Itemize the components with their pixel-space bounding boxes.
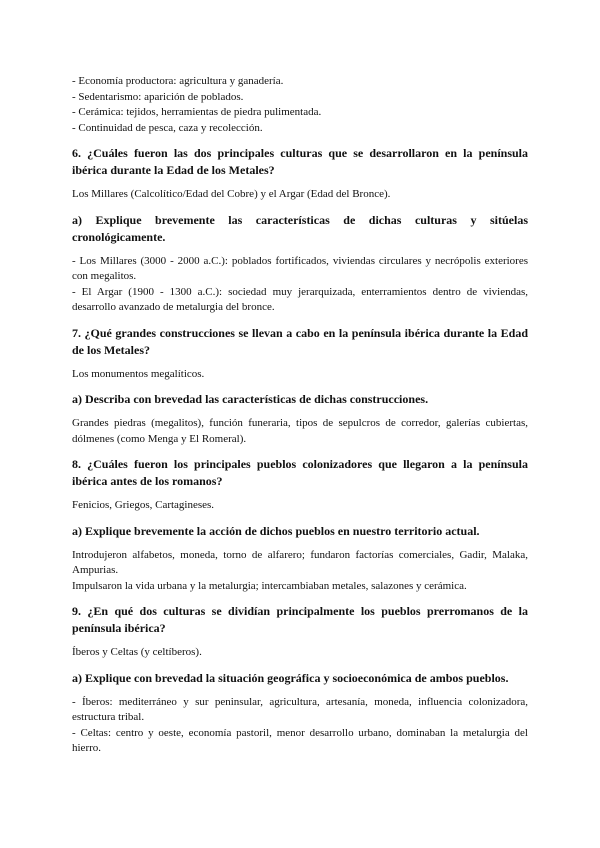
question-9: 9. ¿En qué dos culturas se dividían principalmente los pueblos prerromanos de la península ibérica? bbox=[72, 604, 528, 635]
question-9a: a) Explique con brevedad la situación geográfica y socioeconómica de ambos pueblos. bbox=[72, 670, 509, 685]
question-8: 8. ¿Cuáles fueron los principales pueblos colonizadores que llegaron a la península ibérica antes de los romanos? bbox=[72, 457, 528, 488]
answer-9: Íberos y Celtas (y celtíberos). bbox=[72, 646, 202, 658]
list-item: - Sedentarismo: aparición de poblados. bbox=[72, 90, 244, 103]
answer-6a-item: - El Argar (1900 - 1300 a.C.): sociedad muy jerarquizada, enterramientos dentro de viviendas, desarrollo avanzado de metalurgia del bronce. bbox=[72, 285, 528, 313]
answer-6a-item: - Los Millares (3000 - 2000 a.C.): poblados fortificados, viviendas circulares y necrópolis exteriores con megalitos. bbox=[72, 254, 528, 282]
question-8a: a) Explique brevemente la acción de dichos pueblos en nuestro territorio actual. bbox=[72, 523, 480, 538]
answer-8a-part1: Introdujeron alfabetos, moneda, torno de alfarero; fundaron factorías comerciales, Gadir, Malaka, Ampurias. bbox=[72, 548, 528, 576]
question-6a: a) Explique brevemente las características de dichas culturas y sitúelas cronológicamente. bbox=[72, 212, 528, 244]
list-item: - Cerámica: tejidos, herramientas de piedra pulimentada. bbox=[72, 106, 322, 118]
question-6: 6. ¿Cuáles fueron las dos principales culturas que se desarrollaron en la península ibérica durante la Edad de los Metales? bbox=[72, 146, 528, 177]
question-7a: a) Describa con brevedad las características de dichas construcciones. bbox=[72, 392, 429, 406]
answer-8a-part2: Impulsaron la vida urbana y la metalurgia; intercambiaban metales, salazones y cerámica. bbox=[72, 579, 467, 592]
list-item: - Continuidad de pesca, caza y recolección. bbox=[72, 121, 263, 134]
answer-6: Los Millares (Calcolítico/Edad del Cobre) y el Argar (Edad del Bronce). bbox=[72, 188, 391, 200]
question-7: 7. ¿Qué grandes construcciones se llevan a cabo en la península ibérica durante la Edad de los Metales? bbox=[72, 325, 528, 357]
document-page bbox=[72, 74, 528, 757]
answer-9a-item: - Íberos: mediterráneo y sur peninsular, agricultura, artesanía, moneda, influencia colonizadora, estructura tribal. bbox=[72, 695, 528, 723]
intro-list bbox=[72, 74, 528, 136]
answer-9a-item: - Celtas: centro y oeste, economía pastoril, menor desarrollo urbano, dominaban la metalurgia del hierro. bbox=[72, 726, 528, 754]
list-item: - Economía productora: agricultura y ganadería. bbox=[72, 75, 284, 87]
answer-7a: Grandes piedras (megalitos), función funeraria, tipos de sepulcros de corredor, galerías cubiertas, dólmenes (como Menga y El Romeral). bbox=[72, 417, 528, 445]
answer-8: Fenicios, Griegos, Cartagineses. bbox=[72, 499, 215, 511]
answer-7: Los monumentos megalíticos. bbox=[72, 367, 205, 380]
